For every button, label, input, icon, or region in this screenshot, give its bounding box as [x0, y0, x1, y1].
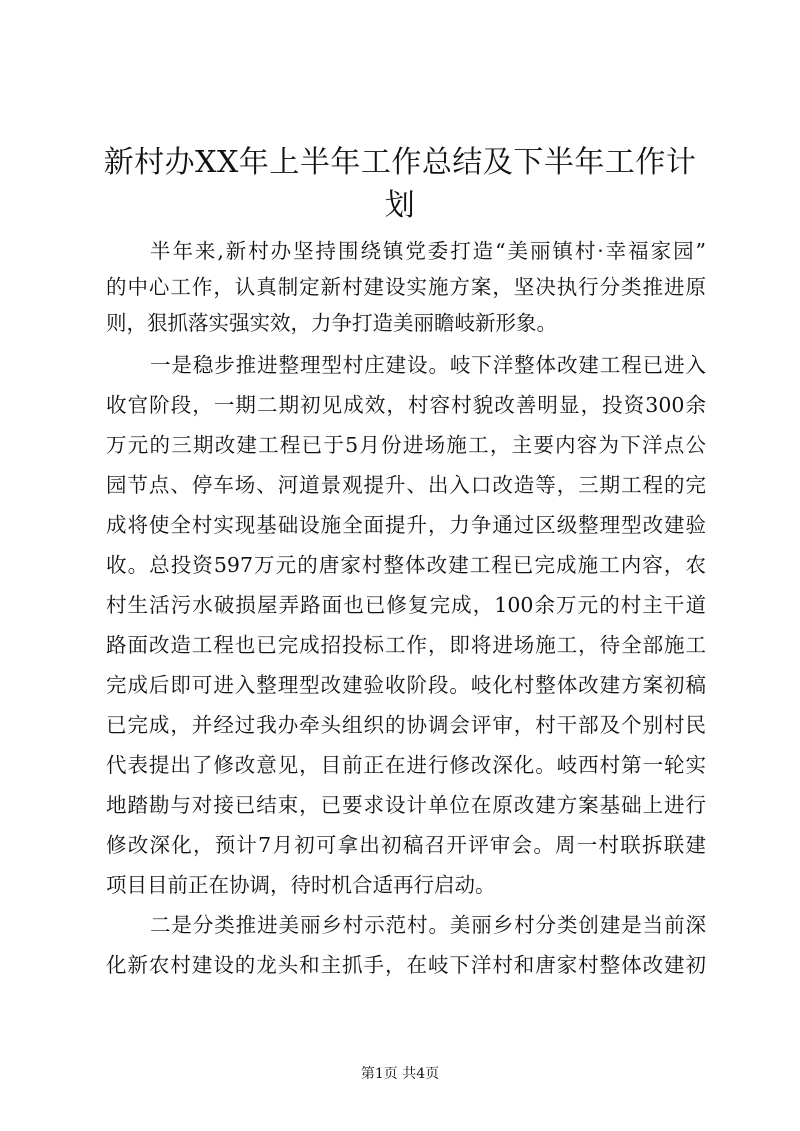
paragraph-1-line: 半年来,新村办坚持围绕镇党委打造“美丽镇村·幸福家园”: [150, 239, 706, 263]
paragraph-2-line: 收官阶段，一期二期初见成效，村容村貌改善明显，投资300余: [106, 393, 706, 417]
paragraph-3-line: 化新农村建设的龙头和主抓手，在岐下洋村和唐家村整体改建初: [106, 953, 706, 977]
paragraph-2-line: 成将使全村实现基础设施全面提升，力争通过区级整理型改建验: [106, 513, 706, 537]
paragraph-2-line: 收。总投资597万元的唐家村整体改建工程已完成施工内容，农: [106, 553, 706, 577]
paragraph-2-line: 一是稳步推进整理型村庄建设。岐下洋整体改建工程已进入: [150, 353, 706, 377]
paragraph-2-line: 已完成，并经过我办牵头组织的协调会评审，村干部及个别村民: [106, 713, 706, 737]
paragraph-2-line: 地踏勘与对接已结束，已要求设计单位在原改建方案基础上进行: [106, 793, 706, 817]
paragraph-2-line: 代表提出了修改意见，目前正在进行修改深化。岐西村第一轮实: [106, 753, 706, 777]
paragraph-1-line: 则，狠抓落实强实效，力争打造美丽瞻岐新形象。: [106, 311, 557, 335]
document-title-line-1: 新村办XX年上半年工作总结及下半年工作计: [103, 145, 697, 180]
document-title-line-2: 划: [384, 188, 416, 223]
paragraph-3-line: 二是分类推进美丽乡村示范村。美丽乡村分类创建是当前深: [150, 913, 706, 937]
paragraph-2-line: 修改深化，预计7月初可拿出初稿召开评审会。周一村联拆联建: [106, 833, 706, 857]
paragraph-2-line: 万元的三期改建工程已于5月份进场施工，主要内容为下洋点公: [106, 433, 706, 457]
paragraph-2-line: 完成后即可进入整理型改建验收阶段。岐化村整体改建方案初稿: [106, 673, 706, 697]
paragraph-2-line: 村生活污水破损屋弄路面也已修复完成，100余万元的村主干道: [106, 593, 706, 617]
paragraph-2-line: 项目目前正在协调，待时机合适再行启动。: [106, 873, 496, 897]
page-footer: 第1页 共4页: [360, 1066, 440, 1082]
paragraph-1-line: 的中心工作，认真制定新村建设实施方案，坚决执行分类推进原: [106, 275, 706, 299]
paragraph-2-line: 园节点、停车场、河道景观提升、出入口改造等，三期工程的完: [106, 473, 706, 497]
paragraph-2-line: 路面改造工程也已完成招投标工作，即将进场施工，待全部施工: [106, 633, 706, 657]
